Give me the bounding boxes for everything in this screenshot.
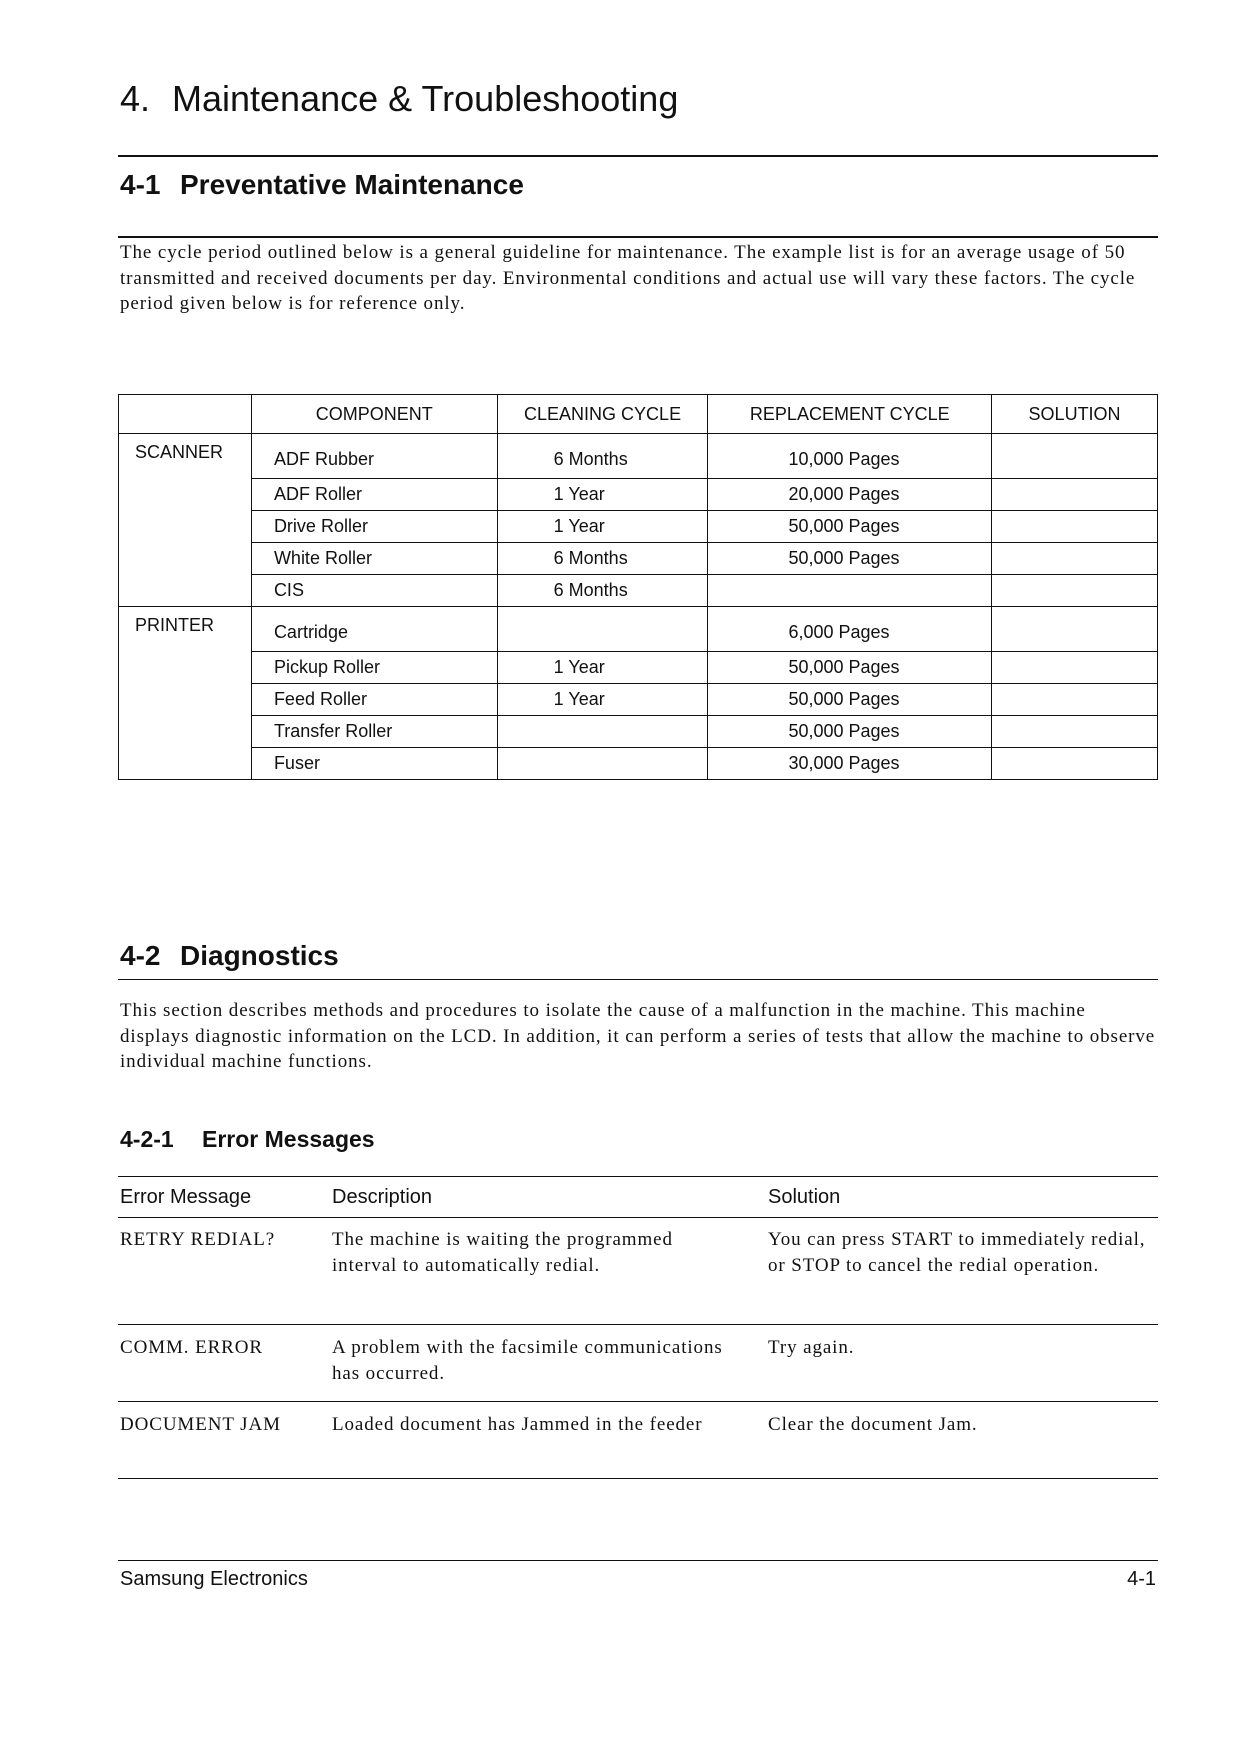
group-label: PRINTER — [135, 615, 215, 635]
chapter-rule — [118, 155, 1158, 157]
error-description-cell: The machine is waiting the programmed interval to automatically redial. — [332, 1229, 673, 1276]
cleaning-cycle-cell: 6 Months — [497, 575, 708, 607]
footer-company: Samsung Electronics — [120, 1568, 308, 1590]
solution-cell — [992, 511, 1158, 543]
solution-cell — [992, 434, 1158, 479]
table-header-cell: SOLUTION — [992, 395, 1158, 434]
chapter-title — [120, 78, 678, 120]
component-cell: Feed Roller — [251, 684, 497, 716]
section-rule — [118, 979, 1158, 980]
table-row — [119, 511, 1158, 543]
solution-cell — [992, 748, 1158, 780]
table-header-cell: Description — [332, 1186, 433, 1208]
replacement-cycle-cell: 10,000 Pages — [708, 434, 992, 479]
component-cell: Fuser — [251, 748, 497, 780]
solution-cell — [992, 479, 1158, 511]
group-label: SCANNER — [135, 442, 224, 462]
group-cell-scanner — [119, 434, 252, 607]
section-title-diagnostics — [120, 940, 339, 972]
solution-cell — [992, 543, 1158, 575]
group-cell-printer — [119, 607, 252, 780]
replacement-cycle-cell: 50,000 Pages — [708, 652, 992, 684]
error-message-cell: COMM. ERROR — [120, 1337, 263, 1358]
component-cell: ADF Rubber — [251, 434, 497, 479]
cleaning-cycle-cell — [497, 716, 708, 748]
solution-cell — [992, 575, 1158, 607]
table-header-cell: Error Message — [120, 1186, 252, 1208]
chapter-title-text: Maintenance & Troubleshooting — [172, 78, 679, 119]
cleaning-cycle-cell: 1 Year — [497, 684, 708, 716]
component-cell: ADF Roller — [251, 479, 497, 511]
error-description-cell: A problem with the facsimile communications has occurred. — [332, 1337, 723, 1384]
error-table-row — [118, 1325, 1158, 1402]
error-table-header-row — [118, 1176, 1158, 1218]
footer-page-number: 4-1 — [1127, 1568, 1156, 1590]
table-row — [119, 479, 1158, 511]
table-row — [119, 748, 1158, 780]
table-row — [119, 716, 1158, 748]
cleaning-cycle-cell — [497, 607, 708, 652]
component-cell: White Roller — [251, 543, 497, 575]
section-rule — [118, 236, 1158, 238]
diagnostics-intro-paragraph: This section describes methods and procedures to isolate the cause of a malfunction in the machine. This machine displays diagnostic information on the LCD. In addition, it can perform a series of tests that allow the machine to observe individual machine functions. — [120, 1000, 1156, 1072]
cleaning-cycle-cell: 6 Months — [497, 543, 708, 575]
section-title-text: Preventative Maintenance — [180, 169, 524, 200]
solution-cell — [992, 684, 1158, 716]
component-cell: Drive Roller — [251, 511, 497, 543]
cleaning-cycle-cell: 1 Year — [497, 511, 708, 543]
error-solution-cell: Clear the document Jam. — [768, 1414, 978, 1435]
component-cell: Transfer Roller — [251, 716, 497, 748]
table-row — [119, 575, 1158, 607]
solution-cell — [992, 607, 1158, 652]
table-header-cell — [119, 395, 252, 434]
component-cell: Cartridge — [251, 607, 497, 652]
error-message-cell: RETRY REDIAL? — [120, 1229, 276, 1250]
solution-cell — [992, 716, 1158, 748]
replacement-cycle-cell: 20,000 Pages — [708, 479, 992, 511]
table-row — [119, 684, 1158, 716]
footer-rule — [118, 1560, 1158, 1561]
subsection-number: 4-2-1 — [120, 1126, 174, 1152]
subsection-title-text: Error Messages — [202, 1126, 375, 1152]
replacement-cycle-cell: 6,000 Pages — [708, 607, 992, 652]
replacement-cycle-cell: 50,000 Pages — [708, 684, 992, 716]
table-header-cell: REPLACEMENT CYCLE — [708, 395, 992, 434]
cleaning-cycle-cell: 1 Year — [497, 479, 708, 511]
solution-cell — [992, 652, 1158, 684]
error-solution-cell: Try again. — [768, 1337, 855, 1358]
table-row — [119, 607, 1158, 652]
table-header-cell: Solution — [768, 1186, 841, 1208]
section-title-preventative-maintenance — [120, 169, 524, 201]
section-number: 4-1 — [120, 169, 161, 200]
replacement-cycle-cell: 50,000 Pages — [708, 543, 992, 575]
section-title-text: Diagnostics — [180, 940, 339, 971]
subsection-title-error-messages — [120, 1126, 375, 1153]
error-description-cell: Loaded document has Jammed in the feeder — [332, 1414, 703, 1435]
error-message-cell: DOCUMENT JAM — [120, 1414, 281, 1435]
maintenance-table-header-row — [119, 395, 1158, 434]
error-solution-cell: You can press START to immediately redial, or STOP to cancel the redial operation. — [768, 1229, 1146, 1276]
section-number: 4-2 — [120, 940, 161, 971]
component-cell: CIS — [251, 575, 497, 607]
maintenance-intro-paragraph: The cycle period outlined below is a general guideline for maintenance. The example list is for an average usage of 50 transmitted and received documents per day. Environmental conditions and actual use will vary these factors. The cycle period given below is for reference only. — [120, 242, 1136, 314]
table-row — [119, 434, 1158, 479]
table-row — [119, 652, 1158, 684]
cleaning-cycle-cell: 1 Year — [497, 652, 708, 684]
chapter-number: 4. — [120, 78, 151, 119]
cleaning-cycle-cell — [497, 748, 708, 780]
maintenance-table — [118, 394, 1158, 780]
table-header-cell: COMPONENT — [251, 395, 497, 434]
table-row — [119, 543, 1158, 575]
replacement-cycle-cell: 30,000 Pages — [708, 748, 992, 780]
table-header-cell: CLEANING CYCLE — [497, 395, 708, 434]
component-cell: Pickup Roller — [251, 652, 497, 684]
cleaning-cycle-cell: 6 Months — [497, 434, 708, 479]
replacement-cycle-cell — [708, 575, 992, 607]
replacement-cycle-cell: 50,000 Pages — [708, 716, 992, 748]
replacement-cycle-cell: 50,000 Pages — [708, 511, 992, 543]
error-table-row — [118, 1217, 1158, 1325]
error-table-row — [118, 1402, 1158, 1479]
